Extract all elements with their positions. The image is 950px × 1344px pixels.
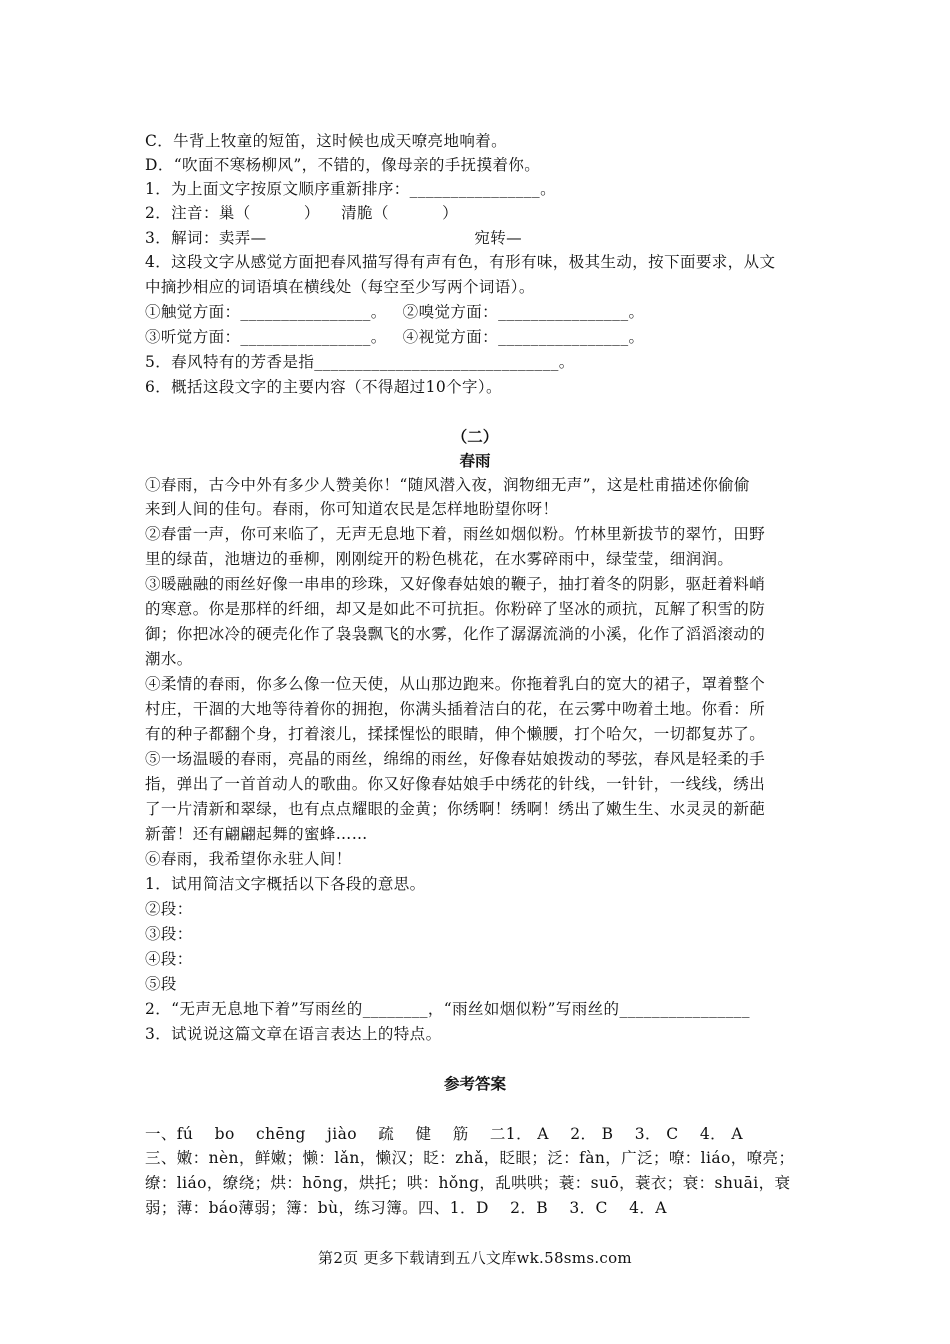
answer-line: 弱；薄：báo薄弱；簿：bù，练习簿。四、1．D 2．B 3．C 4．A bbox=[145, 1199, 667, 1217]
paragraph-line: ⑤一场温暖的春雨，亮晶的雨丝，绵绵的雨丝，好像春姑娘拨动的琴弦，春风是轻柔的手 bbox=[145, 750, 766, 768]
page-footer: 第2页 更多下载请到五八文库wk.58sms.com bbox=[318, 1249, 632, 1267]
paragraph-line: 里的绿苗，池塘边的垂柳，刚刚绽开的粉色桃花，在水雾碎雨中，绿莹莹，细润润。 bbox=[145, 550, 734, 568]
paragraph-line: 有的种子都翻个身，打着滚儿，揉揉惺忪的眼睛，伸个懒腰，打个哈欠，一切都复苏了。 bbox=[145, 725, 766, 743]
paragraph-line: 指，弹出了一首首动人的歌曲。你又好像春姑娘手中绣花的针线，一针针，一线线，绣出 bbox=[145, 775, 766, 793]
paragraph-line: ①春雨，古今中外有多少人赞美你！“随风潜入夜，润物细无声”，这是杜甫描述你偷偷 bbox=[145, 476, 750, 494]
question-line: ③段： bbox=[145, 925, 193, 943]
answer-line: 缭：liáo，缭绕；烘：hōng，烘托；哄：hǒng，乱哄哄；蓑：suō，蓑衣；衰：shuāi，衰 bbox=[145, 1174, 791, 1192]
answers-title: 参考答案 bbox=[443, 1074, 506, 1093]
question-line: ④段： bbox=[145, 950, 193, 968]
question-6: 6．概括这段文字的主要内容（不得超过10个字）。 bbox=[145, 378, 502, 396]
paragraph-line: ④柔情的春雨，你多么像一位天使，从山那边跑来。你拖着乳白的宽大的裙子，罩着整个 bbox=[145, 675, 766, 693]
question-3: 3．解词：卖弄— 宛转— bbox=[145, 229, 523, 247]
paragraph-line: 的寒意。你是那样的纤细，却又是如此不可抗拒。你粉碎了坚冰的顽抗，瓦解了积雪的防 bbox=[145, 600, 766, 618]
paragraph-line: ⑥春雨，我希望你永驻人间！ bbox=[145, 850, 352, 868]
answer-line: 一、fú bo chēng jiào 疏 健 筋 二1． A 2． B 3． C 4． A bbox=[145, 1125, 743, 1143]
paragraph-line: ③暖融融的雨丝好像一串串的珍珠，又好像春姑娘的鞭子，抽打着冬的阴影，驱赶着料峭 bbox=[145, 575, 766, 593]
paragraph-line: 御；你把冰冷的硬壳化作了袅袅飘飞的水雾，化作了潺潺流淌的小溪，化作了滔滔滚动的 bbox=[145, 625, 766, 643]
option-c: C．牛背上牧童的短笛，这时候也成天嘹亮地响着。 bbox=[145, 132, 508, 150]
paragraph-line: 了一片清新和翠绿，也有点点耀眼的金黄；你绣啊！绣啊！绣出了嫩生生、水灵灵的新葩 bbox=[145, 800, 766, 818]
question-line: 2．“无声无息地下着”写雨丝的________，“雨丝如烟似粉”写雨丝的________________ bbox=[145, 1000, 750, 1018]
question-4-touch-smell: ①触觉方面：________________。 ②嗅觉方面：________________。 bbox=[145, 303, 645, 321]
paragraph-line: 潮水。 bbox=[145, 650, 193, 668]
section-number: （二） bbox=[451, 427, 499, 446]
question-4: 4．这段文字从感觉方面把春风描写得有声有色，有形有味，极其生动，按下面要求，从文 bbox=[145, 253, 776, 271]
question-4-hear-see: ③听觉方面：________________。 ④视觉方面：________________。 bbox=[145, 328, 645, 346]
paragraph-line: 来到人间的佳句。春雨，你可知道农民是怎样地盼望你呀！ bbox=[145, 500, 559, 518]
question-5: 5．春风特有的芳香是指______________________________。 bbox=[145, 353, 575, 371]
question-line: ⑤段 bbox=[145, 975, 177, 993]
paragraph-line: 新蕾！还有翩翩起舞的蜜蜂…… bbox=[145, 825, 368, 843]
option-d: D．“吹面不寒杨柳风”，不错的，像母亲的手抚摸着你。 bbox=[145, 156, 541, 174]
question-1: 1．为上面文字按原文顺序重新排序：________________。 bbox=[145, 180, 556, 198]
section-title: 春雨 bbox=[459, 451, 491, 470]
answer-line: 三、嫩：nèn，鲜嫩；懒：lǎn，懒汉；眨：zhǎ，眨眼；泛：fàn，广泛；嘹：liáo，嘹亮； bbox=[145, 1149, 795, 1167]
paragraph-line: ②春雷一声，你可来临了，无声无息地下着，雨丝如烟似粉。竹林里新拔节的翠竹，田野 bbox=[145, 525, 766, 543]
question-4-cont: 中摘抄相应的词语填在横线处（每空至少写两个词语）。 bbox=[145, 278, 535, 296]
question-line: 3．试说说这篇文章在语言表达上的特点。 bbox=[145, 1025, 442, 1043]
question-line: ②段： bbox=[145, 900, 193, 918]
paragraph-line: 村庄，干涸的大地等待着你的拥抱，你满头插着洁白的花，在云雾中吻着土地。你看：所 bbox=[145, 700, 766, 718]
question-2: 2．注音：巢（ ） 清脆（ ） bbox=[145, 204, 459, 222]
question-line: 1．试用简洁文字概括以下各段的意思。 bbox=[145, 875, 426, 893]
